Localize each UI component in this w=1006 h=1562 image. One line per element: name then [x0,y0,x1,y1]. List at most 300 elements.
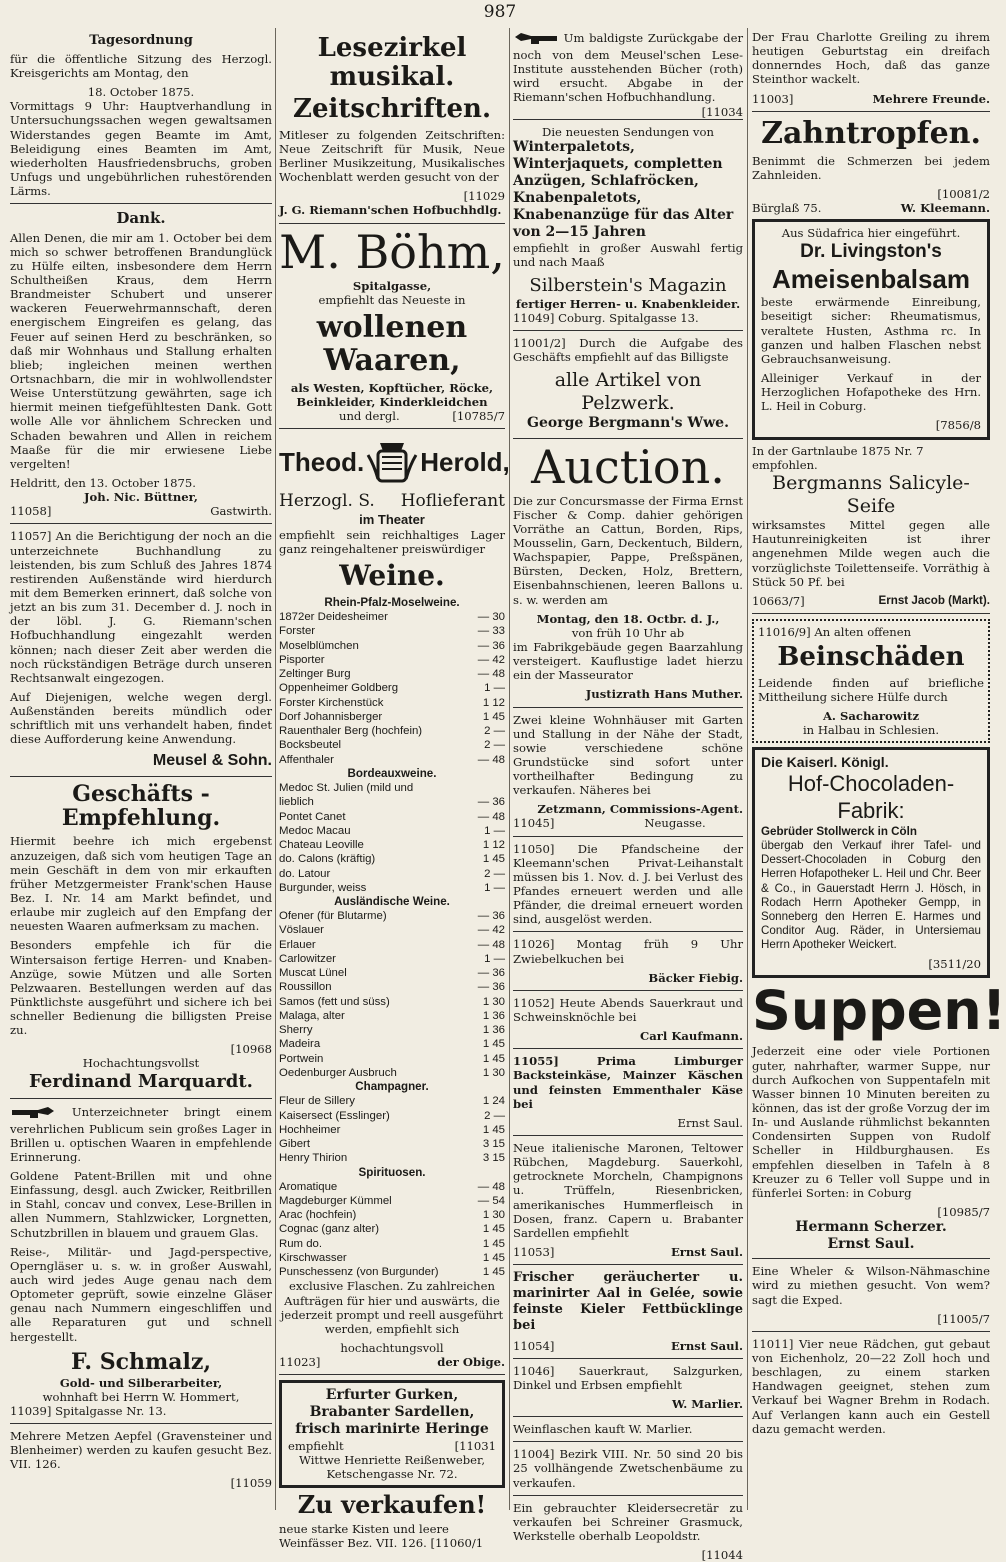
boehm-name: M. Böhm, [279,224,505,279]
pelz-headline: alle Artikel von Pelzwerk. [554,369,702,415]
chocolade-box [752,747,990,978]
pelz-text: 11001/2] Durch die Aufgabe des Geschäfts empfiehlt auf das Billigste [513,335,743,364]
wheeler-body: Eine Wheler & Wilson-Nähmaschine wird zu miethen gesucht. Von wem? sagt die Exped. [752,1264,990,1307]
suppen-body: Jederzeit eine oder viele Portionen guter, nahrhafter, warmer Suppe, nur durch Aufkochen von Suppentafeln mit Wasser binnen 10 Minuten bereiten zu können, das ist der große Vorzug der im In- und Auslande rühmlichst bekannten Condensirten Suppen von Rudolf Scheller in Hildburghausen. Es empfehlen dieselben in Tafeln à 8 Kreuzer zu 6 Teller voll Suppe und in fünferlei Sorten: in Coburg [752,1044,990,1200]
divider [513,931,743,932]
dank-title: Dank. [116,209,166,228]
maronen-signature: Ernst Saul. [670,1245,743,1259]
wine-price: — 42 [477,924,505,937]
gurken-signature: Wittwe Henriette Reißenweber, Ketschengasse Nr. 72. [298,1452,485,1481]
dank-body: Allen Denen, die mir am 1. October bei dem mich so schwer betroffenen Brandunglück zu Hülfe eilten, insbesondere dem Herrn Schultheißen Kraus, dem Herrn Brandmeister Schubert und unserer wackeren Feuerwehrmannschaft, deren energischem Eingreifen es gelang, das Feuer auf seinen Herd zu beschränken, so daß mir Wohnhaus und Stallung erhalten blieb; ingleichen meinen werthen Ortsnachbarn, die mir in wohlwollendster Weise Unterstützung gewährten, sage ich hiermit meinen tiefgefühltesten Dank. Gott wolle Alle vor ähnlichem Schrecken und Schaden bewahren und Allen in reichem Maaße für die mir erwiesene Liebe vergelten! [10,230,272,471]
ameisenbalsam-box [752,219,990,439]
divider [513,119,743,120]
wine-name: Henry Thirion [279,1152,348,1165]
wine-row [279,909,505,923]
wine-name: Oedenburger Ausbruch [279,1066,397,1079]
sauerkraut-signature: Carl Kaufmann. [640,1029,743,1044]
column-4 [752,30,1006,1508]
verkaufen-title: Zu verkaufen! [297,1489,487,1519]
wine-price: 1 30 [482,1209,505,1222]
wine-name: Ofener (für Blutarme) [279,910,387,923]
wine-list-rhein [279,610,505,767]
wine-price: 2 — [484,739,505,752]
wine-price: — 36 [477,967,505,980]
meusel-body-2: Auf Diejenigen, welche wegen dergl. Außenständen bereits mündlich oder schriftlich mit uns verhandelt haben, findet diese Aufforderung keine Anwendung. [10,689,272,747]
ameisenbalsam-body-2: Alleiniger Verkauf in der Herzoglichen Hofapotheke des Hrn. L. Heil in Coburg. [761,371,981,414]
verkaufen-body: neue starke Kisten und leere Weinfässer Bez. VII. 126. [279,1522,449,1551]
wine-name: Rum do. [279,1237,323,1250]
divider [10,203,272,204]
maronen-body: Neue italienische Maronen, Teltower Rübchen, Magdeburg. Sauerkohl, getrocknete Morcheln, Champignons u. Trüffeln, Riesenbricken, amerikanisches Hummerfleisch in Dosen, franz. Capern u. Brabanter Sardellen empfiehlt [513,1141,743,1240]
sekretaer-body: Ein gebrauchter Kleidersecretär zu verkaufen bei Schreiner Grasmuck, Werkstelle oberhalb Leopoldstr. [513,1500,743,1543]
wine-price: 1 36 [482,1009,505,1022]
schmalz-ref: 11039] Spitalgasse Nr. 13. [10,1403,167,1418]
wine-list-bordeaux [279,781,505,895]
wine-name: Dorf Johannisberger [279,710,383,723]
pointing-hand-icon [10,1104,56,1122]
agenda-title: Tagesordnung [89,33,193,48]
wine-row [279,696,505,710]
wine-name: Erlauer [279,938,316,951]
boehm-end: und dergl. [339,409,400,424]
aepfel-ref: [11059 [230,1476,272,1491]
wine-row [279,653,505,667]
wine-price: — 54 [477,1194,505,1207]
beinschaeden-signature: A. Sacharowitz [822,709,920,724]
wine-name: Burgunder, weiss [279,881,367,894]
divider [279,428,505,429]
aepfel-body: Mehrere Metzen Aepfel (Gravensteiner und Blenheimer) werden zu kaufen gesucht Bez. VII. 126. [10,1428,272,1472]
herold-place: im Theater [359,512,425,528]
column-3 [513,30,743,1562]
divider [752,1258,990,1259]
divider [752,111,990,112]
geschaefts-title: Geschäfts - Empfehlung. [61,781,221,832]
boehm-headline: wollenen Waaren, [316,309,468,378]
divider [513,1441,743,1442]
geschaefts-greeting: Hochachtungsvollst [82,1056,200,1071]
herold-title-right: Hoflieferant [400,491,505,512]
gurken-body: Erfurter Gurken, Brabanter Sardellen, frisch marinirte Heringe [295,1387,489,1438]
wine-price: 1 45 [482,1266,505,1279]
silberstein-sub: fertiger Herren- u. Knabenkleider. [515,296,741,311]
brillen-body-3: Reise-, Militär- und Jagd-perspective, Operngläser u. s. w. in großer Auswahl, auch wird jedes Auge genau nach dem Optometer geprüft, sowie einzelne Gläser genau nach Nummern eingeschliffen und alle Reparaturen gut und schnell hergestellt. [10,1244,272,1344]
wine-price: 1 36 [482,1024,505,1037]
wine-name: Medoc Macau [279,824,351,837]
wine-name: Moselblümchen [279,639,359,652]
auction-body: Die zur Concursmasse der Firma Ernst Fischer & Comp. dahier gehörigen Vorräthe an Cattun, Borden, Rips, Mousselin, Garn, Deckentuch, Bildern, Wachspapier, Pappe, Preßspänen, Bürsten, Decken, Holz, Brettern, Eisenbahnschienen, leeren Ballons u. s. w. werden am [513,493,743,607]
divider [513,1358,743,1359]
divider [513,836,743,837]
wine-row [279,1009,505,1023]
ameisenbalsam-body: beste erwärmende Einreibung, beseitigt sicher: Rheumatismus, veraltete Husten, Asthma rc. In ganzen und halben Flaschen nebst Gebrauchsanweisung. [761,295,981,366]
brillen-body: Unterzeichneter bringt einem verehrlichen Publicum sein großes Lager in Brillen u. optischen Waaren in empfehlende Erinnerung. [10,1104,273,1164]
wohnhaeuser-place: Neugasse. [644,816,706,831]
boehm-items: als Westen, Kopftücher, Röcke, Beinkleider, Kinderkleidchen [290,380,494,410]
wine-name: Aromatique [279,1180,338,1193]
herold-first-name: Theod. [279,447,365,478]
bergmann-text: Die neuesten Sendungen von [542,124,714,139]
section-champagner: Champagner. [355,1080,429,1094]
wine-name: Madeira [279,1038,321,1051]
aal-ref: 11054] [513,1338,555,1353]
greiling-ref: 11003] [752,91,794,106]
wine-name: 1872er Deidesheimer [279,611,388,624]
wine-name: Portwein [279,1052,324,1065]
wine-row [279,1023,505,1037]
pelz-signature: George Bergmann's Wwe. [527,415,729,432]
suppen-signature-2: Ernst Saul. [827,1236,915,1253]
geschaefts-signature: Ferdinand Marquardt. [29,1070,253,1092]
wheeler-ref: [11005/7 [937,1311,990,1326]
beinschaeden-ref: 11016/9] An alten offenen [758,625,912,640]
divider [513,990,743,991]
wine-price: 1 45 [482,1237,505,1250]
divider [279,223,505,224]
wine-row [279,824,505,838]
sekretaer-ref: [11044 [701,1548,743,1562]
page-number: 987 [483,2,517,22]
wine-name: Malaga, alter [279,1009,345,1022]
wine-name: Carlowitzer [279,952,336,965]
divider [513,1135,743,1136]
wine-row [279,1222,505,1236]
wine-row [279,995,505,1009]
zahntropfen-title: Zahntropfen. [761,115,981,151]
weine-heading: Weine. [339,559,445,593]
wine-row [279,710,505,724]
wine-price: 2 — [484,1109,505,1122]
auction-signature: Justizrath Hans Muther. [585,687,743,702]
aal-signature: Ernst Saul. [670,1338,743,1353]
wine-row [279,1194,505,1208]
wine-row [279,667,505,681]
schmalz-name: F. Schmalz, [70,1348,212,1375]
wine-price: 1 24 [482,1095,505,1108]
gurken-emp: empfiehlt [288,1438,344,1453]
wine-name: Magdeburger Kümmel [279,1194,392,1207]
wine-list-spirituosen [279,1180,505,1280]
zwiebel-body: 11026] Montag früh 9 Uhr Zwiebelkuchen bei [513,937,743,966]
wine-name: Arac (hochfein) [279,1209,357,1222]
wohnhaeuser-ref: 11045] [513,816,555,831]
raeder-body: 11011] Vier neue Rädchen, gut gebaut von Eichenholz, 20—22 Zoll hoch und beschlagen, zu einem starken Handwagen geeignet, stehen zum Verkauf bei Wagner Brehm in Rodach. Auf Verlangen kann auch ein Gestell dazu gemacht werden. [752,1336,990,1436]
wine-row [279,1180,505,1194]
lesezirkel-title: Lesezirkel musikal. [317,33,467,92]
wine-price: — 30 [477,611,505,624]
maronen-ref: 11053] [513,1245,555,1259]
herold-signature: der Obige. [437,1355,505,1370]
wine-row [279,1208,505,1222]
wine-price: 1 — [484,682,505,695]
wine-name: Roussillon [279,981,332,994]
divider [513,330,743,331]
wine-price: — 48 [477,938,505,951]
schmalz-address: wohnhaft bei Herrn W. Hommert, [42,1389,240,1404]
auction-date: Montag, den 18. Octbr. d. J., [536,611,720,626]
ameisenbalsam-title: Ameisenbalsam [772,263,970,294]
wine-row [279,1066,505,1080]
pfand-body: 11050] Die Pfandscheine der Kleemann'schen Privat-Leihanstalt müssen bis 1. Nov. d. J. bei Verlust des Pfandes erneuert werden und alle Pfänder, die dreimal erneuert worden sind, ausgelöst werden. [513,841,743,927]
section-rhein: Rhein-Pfalz-Moselweine. [324,596,460,609]
divider [10,1423,272,1424]
silberstein-ref: 11049] Coburg. Spitalgasse 13. [513,310,699,325]
wine-name: do. Calons (kräftig) [279,853,376,866]
wine-name: Sherry [279,1024,313,1037]
chocolade-ref: [3511/20 [928,957,981,972]
dank-place: Heldritt, den 13. October 1875. [10,475,196,490]
zwetschen-body: 11004] Bezirk VIII. Nr. 50 sind 20 bis 25 vollhängende Zwetschenbäume zu verkaufen. [513,1447,743,1490]
wine-name: Muscat Lünel [279,967,347,980]
seife-pre: In der Gartnlaube 1875 Nr. 7 empfohlen. [752,443,924,472]
sauerkraut-body: 11052] Heute Abends Sauerkraut und Schweinsknöchle bei [513,995,743,1025]
herold-text: empfiehlt sein reichhaltiges Lager ganz reingehaltener preiswürdiger [279,527,505,557]
buecher-ref: [11034 [701,104,743,119]
wine-price: 1 30 [482,995,505,1008]
wine-row [279,1123,505,1137]
wine-price: — 33 [477,625,505,638]
suppen-signature-1: Hermann Scherzer. [795,1219,947,1236]
zahntropfen-ref: [10081/2 [937,186,990,201]
wine-row [279,980,505,994]
wine-row [279,1037,505,1051]
divider [513,1416,743,1417]
lesezirkel-body: Mitleser zu folgenden Zeitschriften: Neue Zeitschrift für Musik, Neue Berliner Musikzeitung, Musikalisches Wochenblatt werden gesucht von der [279,127,505,185]
wine-row [279,852,505,866]
wine-row [279,1251,505,1265]
greiling-body: Der Frau Charlotte Greiling zu ihrem heutigen Geburtstag ein dreifach donnerndes Hoch, daß das ganze Steinthor wackelt. [752,30,990,87]
wine-row [279,781,505,795]
wine-price: 1 45 [482,1223,505,1236]
wine-name: Bocksbeutel [279,739,342,752]
wine-row [279,624,505,638]
wine-price: 1 30 [482,1066,505,1079]
chocolade-firm: Gebrüder Stollwerck in Cöln [761,825,917,839]
meusel-signature: Meusel & Sohn. [152,752,272,770]
wine-row [279,1109,505,1123]
wine-name: Kirschwasser [279,1251,347,1264]
wine-name: Affenthaler [279,753,334,766]
wine-price: 1 45 [482,1038,505,1051]
dank-signature: Joh. Nic. Büttner, [84,490,198,505]
wine-row [279,1137,505,1151]
wine-row [279,681,505,695]
zwiebel-signature: Bäcker Fiebig. [648,970,743,985]
boehm-street: Spitalgasse, [352,278,432,293]
geschaefts-body-2: Besonders empfehle ich für die Wintersaison fertige Herren- und Knaben-Anzüge, sowie Mützen und alle Sorten Pelzwaaren. Bestellungen werden auf das Pünktlichste ausgeführt und sichere ich bei schneller Bedienung die billigsten Preise zu. [10,938,272,1038]
herold-tail: exclusive Flaschen. Zu zahlreichen Aufträgen für hier und auswärts, die jederzeit prompt und reell ausgeführt werden, empfiehlt sich [280,1279,504,1336]
wine-price: 1 — [484,881,505,894]
beinschaeden-title: Beinschäden [777,642,965,673]
brillen-body-2: Goldene Patent-Brillen mit und ohne Einfassung, desgl. auch Zwicker, Reitbrillen in Stahl, concav und convex, Lese-Brillen in allen Nummern, Stahlzwicker, Lorgnetten, Schutzbrillen in blauem und grauem Glas. [10,1169,272,1240]
wine-price: — 36 [477,796,505,809]
wine-name: Forster Kirchenstück [279,696,384,709]
seife-body: wirksamstes Mittel gegen alle Hautunreinigkeiten ist ihrer angenehmen Milde wegen auch die vorzüglichste Toilettenseife. Vorräthig à Stück 50 Pf. bei [752,518,990,589]
ameisenbalsam-name: Dr. Livingston's [800,241,942,263]
wohnhaeuser-signature: Zetzmann, Commissions-Agent. [537,802,743,817]
bergmann-text-2: empfiehlt in großer Auswahl fertig und nach Maaß [513,241,743,270]
chocolade-title: Hof-Chocoladen-Fabrik: [787,771,955,824]
wine-list-auslaendisch [279,909,505,1080]
wine-row [279,838,505,852]
divider [513,707,743,708]
kaese-body: 11055] Prima Limburger Backsteinkäse, Mainzer Käschen und feinsten Emmenthaler Käse bei [513,1054,743,1111]
zahntropfen-address: Bürglaß 75. [752,201,822,216]
wine-name: do. Latour [279,867,331,880]
verkaufen-ref: [11060/1 [430,1536,484,1551]
wine-name: Kaisersect (Esslinger) [279,1109,390,1122]
wine-name: Samos (fett und süss) [279,995,390,1008]
wine-name: Vöslauer [279,924,324,937]
wine-row [279,881,505,895]
beinschaeden-place: in Halbau in Schlesien. [802,723,940,738]
wine-row [279,867,505,881]
column-1 [10,30,272,1508]
salzgurken-body: 11046] Sauerkraut, Salzgurken, Dinkel und Erbsen empfiehlt [513,1363,743,1392]
dank-role: Gastwirth. [210,504,272,519]
zahntropfen-signature: W. Kleemann. [900,201,990,216]
divider [513,1048,743,1049]
divider [279,1374,505,1375]
beinschaeden-body: Leidende finden auf briefliche Mittheilung sichere Hülfe durch [758,675,984,704]
wine-price: — 48 [477,1180,505,1193]
suppen-ref: [10985/7 [937,1205,990,1220]
herold-ref: 11023] [279,1355,321,1370]
wine-name: Rauenthaler Berg (hochfein) [279,725,423,738]
boehm-ref: [10785/7 [452,409,505,424]
seife-ref: 10663/7] [752,593,805,608]
schmalz-trade: Gold- und Silberarbeiter, [59,1375,223,1390]
herold-greeting: hochachtungsvoll [340,1341,444,1356]
chocolade-pre: Die Kaiserl. Königl. [761,754,889,771]
column-2 [279,30,510,1551]
wine-price: 1 45 [482,1123,505,1136]
divider [10,776,272,777]
wine-name: Gibert [279,1138,311,1151]
wine-price: 1 45 [482,853,505,866]
divider [513,1264,743,1265]
lesezirkel-ref: [11029 [463,189,505,204]
auction-place: im Fabrikgebäude gegen Baarzahlung versteigert. Kauflustige ladet hierzu ein der Masseurator [513,639,743,683]
wine-row [279,724,505,738]
ameisenbalsam-pre: Aus Südafrica hier eingeführt. [781,226,961,241]
aal-body: Frischer geräucherter u. marinirter Aal in Gelée, sowie feinste Kieler Fettbücklinge bei [513,1270,743,1333]
section-auslaendisch: Ausländische Weine. [334,895,450,909]
wine-price: 1 45 [482,1052,505,1065]
herold-last-name: Herold, [420,447,510,478]
divider [513,438,743,439]
divider [752,1331,990,1332]
divider [752,613,990,614]
wine-price: — 48 [477,668,505,681]
agenda-text: für die öffentliche Sitzung des Herzogl. Kreisgerichts am Montag, den [10,51,272,80]
section-bordeaux: Bordeauxweine. [347,766,437,780]
ameisenbalsam-ref: [7856/8 [935,418,981,433]
weinflaschen-body: Weinflaschen kauft W. Marlier. [513,1422,693,1437]
column-rule [747,28,748,1510]
chocolade-body: übergab den Verkauf ihrer Tafel- und Dessert-Chocoladen in Coburg den Herren Hofapotheker L. Heil und Chr. Beer & Co., in Gauerstadt Herrn J. Hösch, in Rodach Herrn Apotheker Gempp, in Sonneberg den Herren E. Harmes und Conditor Aug. Räder, in Untersiemau Herrn Apotheker Weickert. [761,839,981,952]
wine-name: lieblich [279,796,314,809]
divider [513,1495,743,1496]
wine-row [279,795,505,809]
wine-row [279,923,505,937]
wine-row [279,1237,505,1251]
wine-row [279,952,505,966]
wine-price: — 48 [477,753,505,766]
wine-price: 2 — [484,725,505,738]
wine-list-champagner [279,1094,505,1165]
column-rule [275,28,276,1510]
wine-price: 1 — [484,824,505,837]
buecher-text: Um baldigste Zurückgabe der noch von dem Meusel'schen Lese-Institute ausstehenden Bücher (roth) wird ersucht. Abgabe in der Riemann'schen Hofbuchhandlung. [513,31,743,105]
wine-row [279,1052,505,1066]
wine-row [279,938,505,952]
gurken-box [279,1380,505,1488]
seife-signature: Ernst Jacob (Markt). [878,593,990,607]
wine-price: — 36 [477,981,505,994]
wine-row [279,738,505,752]
wine-row [279,1151,505,1165]
wine-row [279,810,505,824]
royal-crest-icon [364,435,420,491]
wine-price: 3 15 [482,1138,505,1151]
suppen-title: Suppen! [752,979,1006,1043]
wine-price: — 36 [477,910,505,923]
wine-row [279,1265,505,1279]
wine-price: 1 — [484,952,505,965]
wine-row [279,639,505,653]
auction-title: Auction. [531,439,725,494]
wine-price: 1 45 [482,1251,505,1264]
wine-price: — 42 [477,653,505,666]
kaese-signature: Ernst Saul. [677,1115,743,1130]
herold-title-left: Herzogl. S. [279,491,375,512]
wine-price: 1 12 [482,839,505,852]
wine-name: Punschessenz (von Burgunder) [279,1266,439,1279]
wine-row [279,1094,505,1108]
agenda-body: Vormittags 9 Uhr: Hauptverhandlung in Untersuchungssachen wegen gewaltsamen Widerstandes gegen Beamte im Amt, Beleidigung eines Beamten im Amt, wiederholten Hausfriedensbruchs, groben Unfugs und ungebührlichen ruhestörenden Lärms. [10,99,272,199]
wine-price: 3 15 [482,1152,505,1165]
wohnhaeuser-body: Zwei kleine Wohnhäuser mit Garten und Stallung in der Nähe der Stadt, sowie verschiedene schöne Grundstücke sind sofort unter vortheilhafter Bedingung zu verkaufen. Näheres bei [513,712,743,798]
wine-row [279,753,505,767]
agenda-date: 18. October 1875. [87,85,195,100]
lesezirkel-signature: J. G. Riemann'schen Hofbuchhdlg. [279,203,502,218]
wine-row [279,610,505,624]
pointing-hand-icon [513,30,559,48]
seife-title: Bergmanns Salicyle-Seife [772,471,970,518]
salzgurken-signature: W. Marlier. [671,1397,743,1411]
boehm-text: empfiehlt das Neueste in [318,292,466,307]
bergmann-items: Winterpaletots, Winterjaquets, completten Anzügen, Schlafröcken, Knabenpaletots, Knabenanzüge für das Alter von 2—15 Jahren [513,138,734,241]
wine-price: — 48 [477,810,505,823]
wine-name: Fleur de Sillery [279,1095,355,1108]
greiling-signature: Mehrere Freunde. [872,91,990,106]
beinschaeden-box [752,619,990,743]
wine-name: Forster [279,625,316,638]
wine-price: 2 — [484,867,505,880]
wine-name: Zeltinger Burg [279,668,351,681]
silberstein-name: Silberstein's Magazin [529,274,727,296]
geschaefts-body: Hiermit beehre ich mich ergebenst anzuzeigen, daß sich vom heutigen Tage an mein Geschäft in dem von mir erkauften früher Metzgermeister Frank'schen Hause Bez. I. Nr. 14 am Markt befindet, und erlaube mir zugleich auf den Empfang der neuesten Waaren aufmerksam zu machen. [10,834,272,934]
gurken-ref: [11031 [454,1438,496,1453]
auction-time: von früh 10 Uhr ab [571,625,685,640]
dank-ref: 11058] [10,504,52,519]
column-rule [509,28,510,1510]
wine-row [279,966,505,980]
wine-name: Pisporter [279,653,325,666]
wine-price: — 36 [477,639,505,652]
wine-name: Chateau Leoville [279,839,364,852]
